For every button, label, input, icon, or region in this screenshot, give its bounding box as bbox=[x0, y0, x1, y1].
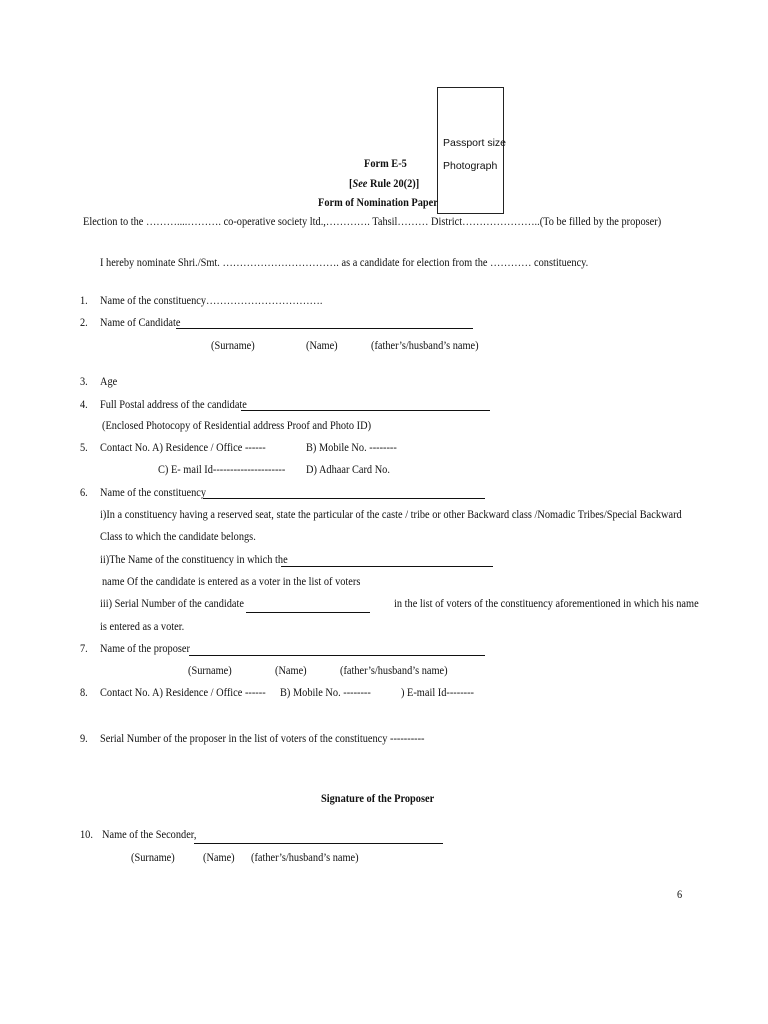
item-10-father-caption: (father’s/husband’s name) bbox=[251, 852, 359, 864]
item-6-number: 6. bbox=[80, 487, 88, 499]
passport-photo-box bbox=[437, 87, 507, 214]
item-2-candidate-name-label: Name of Candidate bbox=[100, 317, 181, 329]
item-6-reserved-seat-line1: i)In a constituency having a reserved seat, state the particular of the caste / tribe or other Backward class /Nomadic Tribes/Special Backward bbox=[100, 509, 682, 521]
signature-of-proposer: Signature of the Proposer bbox=[321, 793, 435, 805]
item-10-number: 10. bbox=[80, 829, 93, 841]
form-title: Form of Nomination Paper bbox=[318, 197, 438, 209]
election-line: Election to the ………....………. co-operative society ltd.,…………. Tahsil……… District…………………..(To be filled by the proposer) bbox=[83, 216, 662, 228]
item-8-mobile: B) Mobile No. -------- bbox=[280, 687, 371, 699]
item-7-number: 7. bbox=[80, 643, 88, 655]
item-4-address-label: Full Postal address of the candidate bbox=[100, 399, 247, 411]
candidate-name-field[interactable] bbox=[176, 328, 473, 329]
form-number: Form E-5 bbox=[364, 158, 407, 170]
item-8-number: 8. bbox=[80, 687, 88, 699]
item-4-number: 4. bbox=[80, 399, 88, 411]
item-3-age: Age bbox=[100, 376, 118, 388]
item-7-father-caption: (father’s/husband’s name) bbox=[340, 665, 448, 677]
item-4-note: (Enclosed Photocopy of Residential address Proof and Photo ID) bbox=[102, 420, 372, 432]
item-7-proposer-label: Name of the proposer bbox=[100, 643, 190, 655]
item-7-surname-caption: (Surname) bbox=[188, 665, 232, 677]
item-5-adhaar: D) Adhaar Card No. bbox=[306, 464, 390, 476]
page-number: 6 bbox=[677, 889, 683, 901]
item-1-constituency: Name of the constituency……………………………. bbox=[100, 295, 323, 307]
item-7-name-caption: (Name) bbox=[275, 665, 307, 677]
item-6-constituency-label: Name of the constituency bbox=[100, 487, 207, 499]
item-6-serial-continued: in the list of voters of the constituency aforementioned in which his name bbox=[394, 598, 699, 610]
photo-label-line2: Photograph bbox=[443, 160, 498, 172]
item-2-father-caption: (father’s/husband’s name) bbox=[371, 340, 479, 352]
item-5-mobile: B) Mobile No. -------- bbox=[306, 442, 397, 454]
item-8-residence: Contact No. A) Residence / Office ------ bbox=[100, 687, 266, 699]
item-6-voter-constituency-line1: ii)The Name of the constituency in which the bbox=[100, 554, 288, 566]
constituency-field[interactable] bbox=[203, 498, 485, 499]
item-10-seconder-label: Name of the Seconder, bbox=[102, 829, 197, 841]
item-9-proposer-serial: Serial Number of the proposer in the list of voters of the constituency ---------- bbox=[100, 733, 425, 745]
item-5-email: C) E- mail Id--------------------- bbox=[158, 464, 286, 476]
item-2-name-caption: (Name) bbox=[306, 340, 338, 352]
voter-constituency-field[interactable] bbox=[281, 566, 493, 567]
item-6-serial-label: iii) Serial Number of the candidate bbox=[100, 598, 244, 610]
photo-label-line1: Passport size bbox=[443, 137, 507, 149]
nomination-statement: I hereby nominate Shri./Smt. ……………………………. as a candidate for election from the ………… constituency. bbox=[100, 257, 589, 269]
seconder-name-field[interactable] bbox=[194, 843, 443, 844]
candidate-serial-field[interactable] bbox=[246, 612, 370, 613]
item-9-number: 9. bbox=[80, 733, 88, 745]
item-1-number: 1. bbox=[80, 295, 88, 307]
item-3-number: 3. bbox=[80, 376, 88, 388]
item-5-number: 5. bbox=[80, 442, 88, 454]
item-6-voter-constituency-line2: name Of the candidate is entered as a voter in the list of voters bbox=[102, 576, 361, 588]
item-6-reserved-seat-line2: Class to which the candidate belongs. bbox=[100, 531, 256, 543]
item-10-surname-caption: (Surname) bbox=[131, 852, 175, 864]
item-2-surname-caption: (Surname) bbox=[211, 340, 255, 352]
address-field[interactable] bbox=[241, 410, 490, 411]
item-5-residence: Contact No. A) Residence / Office ------ bbox=[100, 442, 266, 454]
item-6-serial-end: is entered as a voter. bbox=[100, 621, 185, 633]
proposer-name-field[interactable] bbox=[189, 655, 485, 656]
item-10-name-caption: (Name) bbox=[203, 852, 235, 864]
item-8-email: ) E-mail Id-------- bbox=[401, 687, 474, 699]
rule-reference: [See Rule 20(2)] bbox=[349, 178, 420, 190]
item-2-number: 2. bbox=[80, 317, 88, 329]
